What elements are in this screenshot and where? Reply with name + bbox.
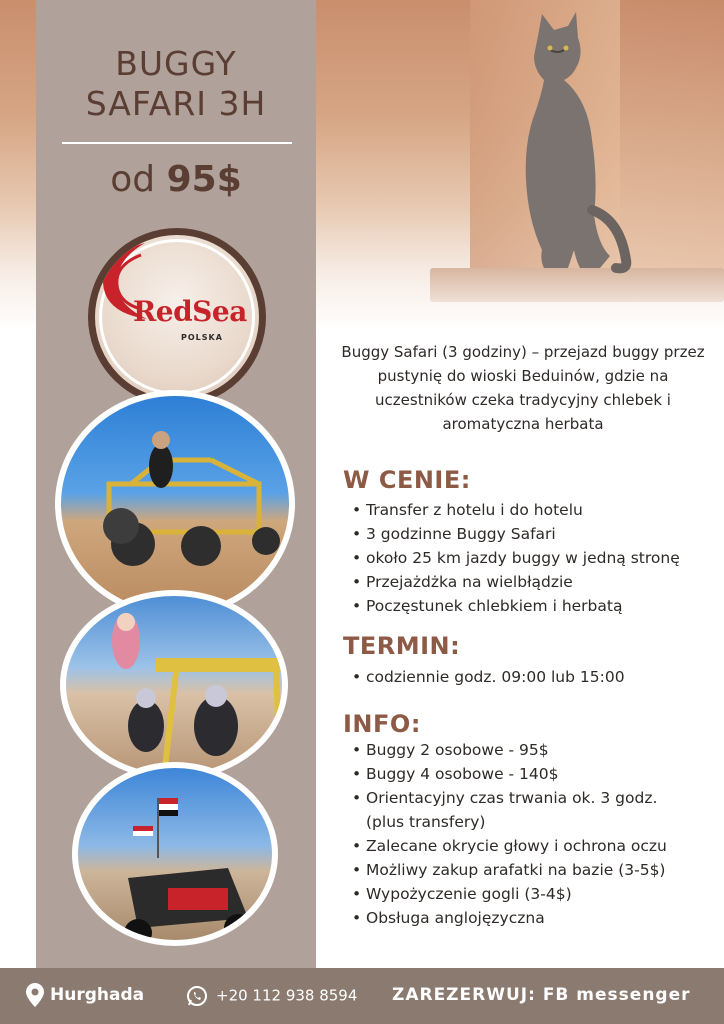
list-item: • 3 godzinne Buggy Safari [352, 522, 680, 546]
list-item: • Możliwy zakup arafatki na bazie (3-5$) [352, 858, 667, 882]
price-amount: 95$ [166, 159, 242, 200]
list-item: • Przejażdżka na wielbłądzie [352, 570, 680, 594]
price [36, 155, 316, 205]
buggy-passengers-graphic [66, 596, 288, 780]
included-heading: W CENIE: [343, 466, 471, 494]
title-line-1: BUGGY [115, 44, 237, 83]
footer-bar [0, 968, 724, 1024]
buggy-flag-graphic [78, 768, 278, 946]
schedule-heading: TERMIN: [343, 632, 461, 660]
title-divider [62, 142, 292, 144]
buggy-photo-3 [72, 762, 278, 946]
phone[interactable] [186, 985, 357, 1007]
included-list [352, 498, 680, 618]
title-line-2: SAFARI 3H [85, 84, 267, 123]
logo-brand: RedSea [133, 295, 247, 328]
list-item: • Wypożyczenie gogli (3-4$) [352, 882, 667, 906]
info-heading: INFO: [343, 710, 421, 738]
list-item: • Transfer z hotelu i do hotelu [352, 498, 680, 522]
map-pin-icon [26, 983, 44, 1007]
poster-title [36, 44, 316, 124]
info-list [352, 738, 667, 930]
list-item: • Zalecane okrycie głowy i ochrona oczu [352, 834, 667, 858]
buggy-photo-1 [55, 390, 295, 618]
whatsapp-icon [186, 985, 208, 1007]
cat-image [480, 10, 640, 275]
schedule-list [352, 665, 625, 689]
buggy-yellow-graphic [61, 396, 295, 618]
phone-number: +20 112 938 8594 [216, 986, 358, 1005]
list-item: • Buggy 4 osobowe - 140$ [352, 762, 667, 786]
tour-description: Buggy Safari (3 godziny) – przejazd buggy przez pustynię do wioski Beduinów, gdzie na uczestników czeka tradycyjny chlebek i aromatyczna herbata [341, 343, 705, 433]
logo-sub: POLSKA [181, 333, 223, 342]
location-text: Hurghada [50, 985, 145, 1005]
price-prefix: od [110, 159, 156, 200]
list-item: • około 25 km jazdy buggy w jedną stronę [352, 546, 680, 570]
buggy-photo-2 [60, 590, 288, 780]
list-item-continuation: (plus transfery) [366, 813, 486, 831]
list-item: • codziennie godz. 09:00 lub 15:00 [352, 665, 625, 689]
booking-cta[interactable]: ZAREZERWUJ: FB messenger [392, 985, 691, 1005]
redsea-logo [88, 228, 266, 406]
list-item: • Buggy 2 osobowe - 95$ [352, 738, 667, 762]
location [26, 983, 144, 1007]
list-item: • Obsługa anglojęzyczna [352, 906, 667, 930]
list-item: • Orientacyjny czas trwania ok. 3 godz. [352, 786, 667, 810]
list-item: • Poczęstunek chlebkiem i herbatą [352, 594, 680, 618]
